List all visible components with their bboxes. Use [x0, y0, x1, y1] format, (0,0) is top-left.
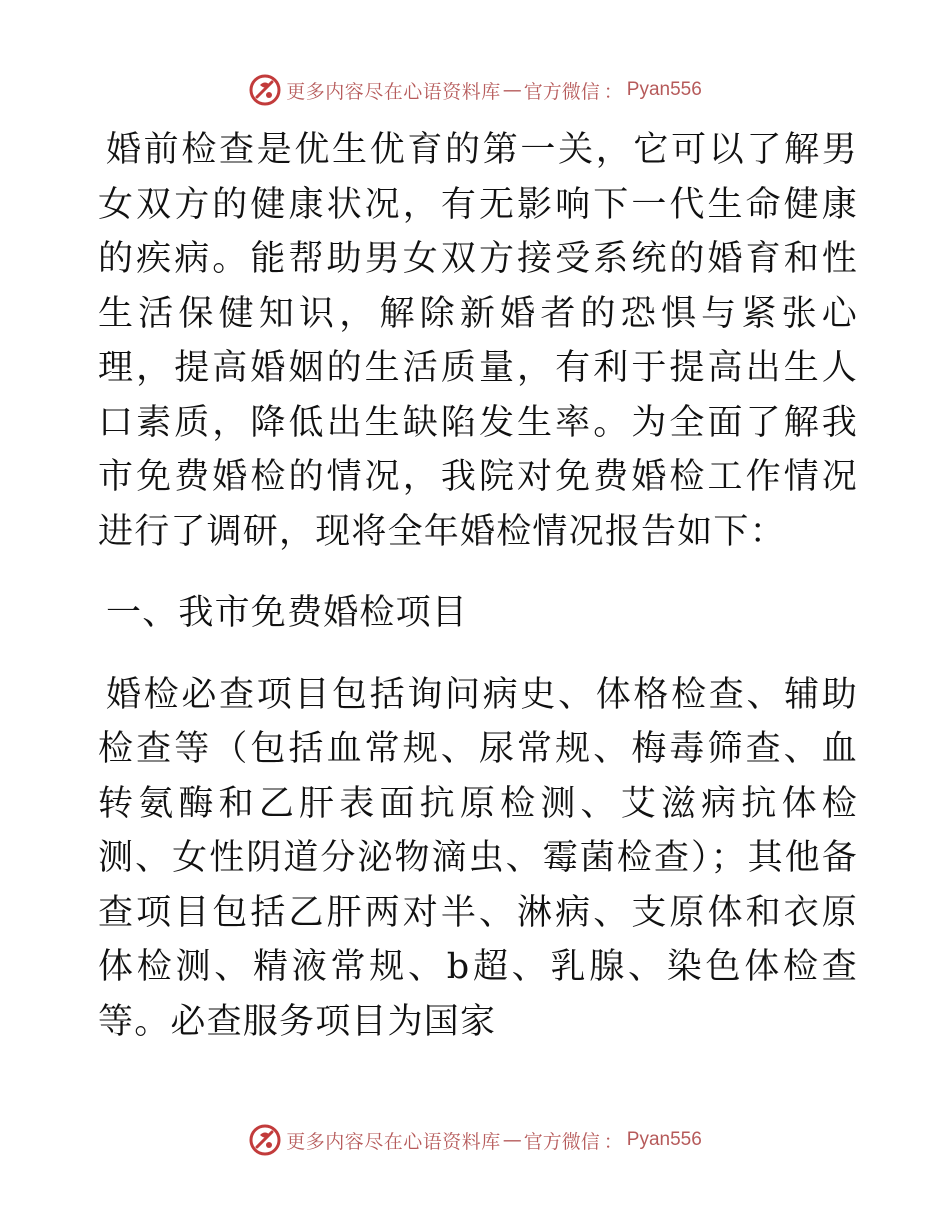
paragraph-intro: 婚前检查是优生优育的第一关，它可以了解男女双方的健康状况，有无影响下一代生命健康的疾病。能帮助男女双方接受系统的婚育和性生活保健知识，解除新婚者的恐惧与紧张心理，提高婚姻的生活质量，有利于提高出生人口素质，降低出生缺陷发生率。为全面了解我市免费婚检的情况，我院对免费婚检工作情况进行了调研，现将全年婚检情况报告如下： [98, 130, 858, 552]
header-watermark [0, 70, 950, 110]
watermark-separator: ： [603, 80, 623, 103]
watermark-dash: — [502, 1129, 522, 1151]
seal-logo-icon [248, 73, 282, 107]
footer-watermark [0, 1120, 950, 1160]
watermark-brand: 更多内容尽在心语资料库 [286, 80, 501, 103]
paragraph-items: 婚检必查项目包括询问病史、体格检查、辅助检查等（包括血常规、尿常规、梅毒筛查、血转氨酶和乙肝表面抗原检测、艾滋病抗体检测、女性阴道分泌物滴虫、霉菌检查）；其他备查项目包括乙肝两对半、淋病、支原体和衣原体检测、精液常规、b超、乳腺、染色体检查等。必查服务项目为国家 [98, 674, 858, 1042]
watermark-separator: ： [603, 1130, 623, 1153]
watermark-dash: — [502, 79, 522, 101]
watermark-account: Pyan556 [626, 1129, 702, 1150]
section-heading: 一、我市免费婚检项目 [106, 593, 469, 633]
watermark-account: Pyan556 [626, 79, 702, 100]
seal-logo-icon [248, 1123, 282, 1157]
document-body [98, 123, 858, 1049]
watermark-label: 官方微信 [523, 1130, 600, 1153]
watermark-brand: 更多内容尽在心语资料库 [286, 1130, 501, 1153]
watermark-label: 官方微信 [523, 80, 600, 103]
